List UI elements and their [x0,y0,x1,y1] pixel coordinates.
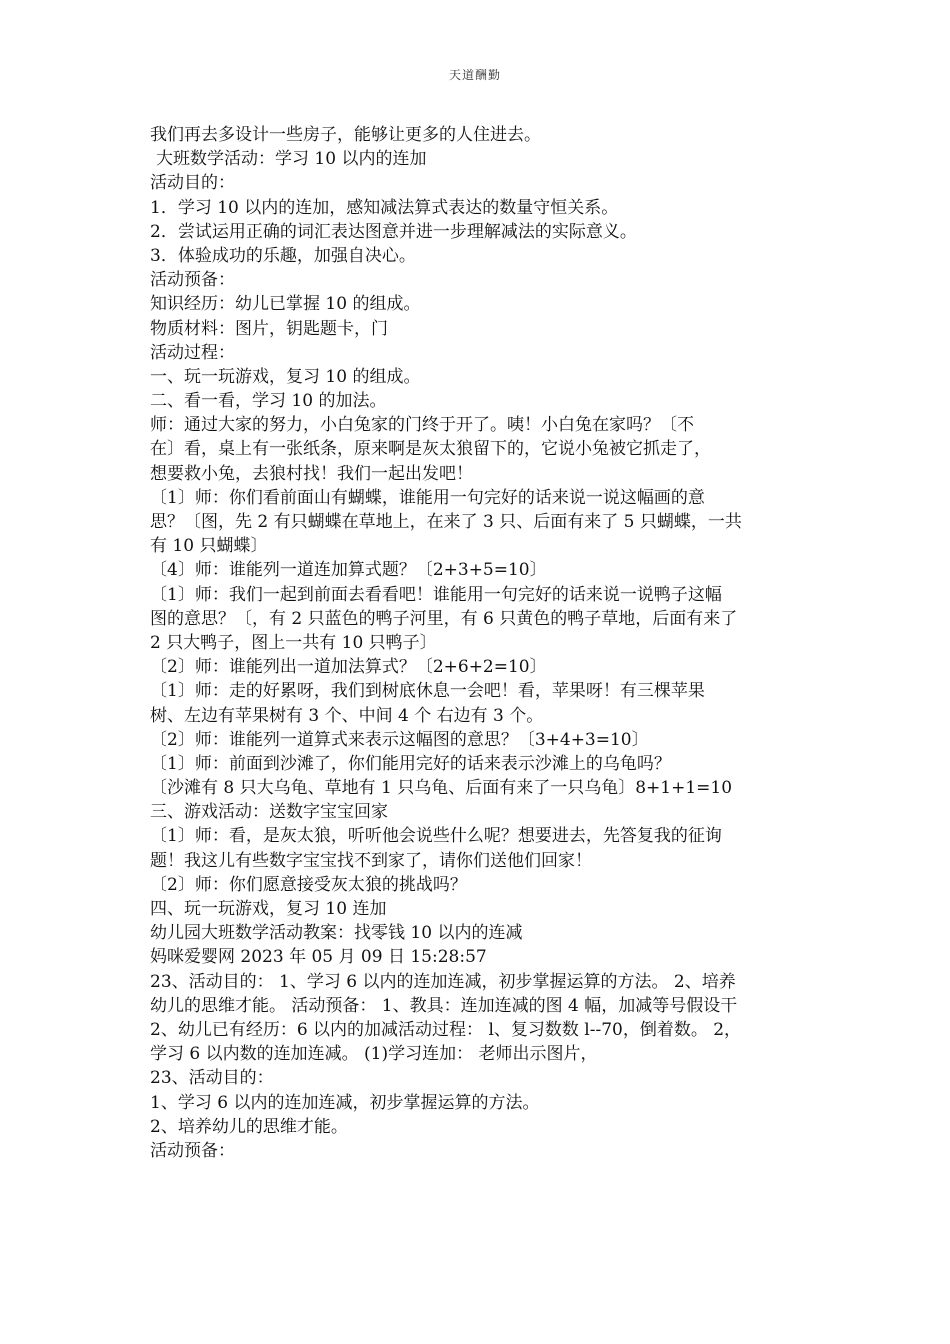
page-header: 天道酬勤 [448,68,501,82]
text-line: 我们再去多设计一些房子，能够让更多的人住进去。 [150,125,541,145]
text-line: 四、玩一玩游戏，复习 10 连加 [150,899,387,919]
text-line: 3．体验成功的乐趣，加强自决心。 [150,245,416,266]
text-line: 23、活动目的： [150,1068,274,1089]
text-line: 2．尝试运用正确的词汇表达图意并进一步理解减法的实际意义。 [150,221,637,242]
text-line: 〔1〕师：看，是灰太狼，听听他会说些什么呢？想要进去，先答复我的征询 [150,826,722,847]
text-line: 〔1〕师：我们一起到前面去看看吧！谁能用一句完好的话来说一说鸭子这幅 [150,584,722,605]
text-line: 〔1〕师：你们看前面山有蝴蝶，谁能用一句完好的话来说一说这幅画的意 [150,487,705,508]
text-line: 一、玩一玩游戏，复习 10 的组成。 [150,366,421,387]
text-line: 1、学习 6 以内的连加连减，初步掌握运算的方法。 [150,1092,540,1113]
text-line: 〔1〕师：前面到沙滩了，你们能用完好的话来表示沙滩上的乌龟吗？ [150,753,671,774]
text-line: 幼儿的思维才能。 活动预备： 1、教具：连加连减的图 4 幅，加减等号假设干 [150,995,738,1016]
text-line: 妈咪爱婴网 2023 年 05 月 09 日 15:28:57 [150,947,487,968]
text-line: 〔1〕师：走的好累呀，我们到树底休息一会吧！看，苹果呀！有三棵苹果 [150,681,705,702]
text-line: 〔2〕师：你们愿意接受灰太狼的挑战吗？ [150,874,467,895]
text-line: 〔2〕师：谁能列出一道加法算式？〔2+6+2=10〕 [150,657,547,678]
text-line: 23、活动目的： 1、学习 6 以内的连加连减，初步掌握运算的方法。 2、培养 [150,971,736,992]
text-line: 思？〔图，先 2 有只蝴蝶在草地上，在来了 3 只、后面有来了 5 只蝴蝶，一共 [150,512,742,532]
text-line: 活动过程： [150,342,235,363]
text-line: 活动预备： [150,1140,235,1161]
text-line: 三、游戏活动：送数字宝宝回家 [150,802,388,823]
text-line: 2、幼儿已有经历：6 以内的加减活动过程： l、复习数数 l--70，倒着数。 2， [150,1019,742,1040]
text-line: 知识经历：幼儿已掌握 10 的组成。 [150,294,421,315]
text-line: 在〕看，桌上有一张纸条，原来啊是灰太狼留下的，它说小兔被它抓走了， [150,439,711,460]
text-line: 想要救小兔，去狼村找！我们一起出发吧！ [150,463,473,484]
text-line: 二、看一看，学习 10 的加法。 [150,391,387,412]
text-line: 树、左边有苹果树有 3 个、中间 4 个 右边有 3 个。 [150,705,544,726]
text-line: 物质材料：图片，钥匙题卡，门 [150,318,388,339]
text-line: 活动目的： [150,173,235,194]
text-line: 师：通过大家的努力，小白兔家的门终于开了。咦！小白兔在家吗？〔不 [150,415,694,436]
text-line: 活动预备： [150,270,235,291]
text-line: 〔2〕师：谁能列一道算式来表示这幅图的意思？〔3+4+3=10〕 [150,729,649,750]
text-line: 学习 6 以内数的连加连减。 (1)学习连加： 老师出示图片， [150,1044,598,1065]
document-body [150,123,810,1163]
text-line: 1．学习 10 以内的连加，感知减法算式表达的数量守恒关系。 [150,197,619,218]
text-line: 2 只大鸭子，图上一共有 10 只鸭子〕 [150,632,437,653]
section-title: 大班数学活动：学习 10 以内的连加 [156,149,427,170]
text-line: 图的意思？〔，有 2 只蓝色的鸭子河里，有 6 只黄色的鸭子草地，后面有来了 [150,608,738,629]
text-line: 〔沙滩有 8 只大乌龟、草地有 1 只乌龟、后面有来了一只乌龟〕8+1+1=10 [150,778,733,799]
text-line: 幼儿园大班数学活动教案：找零钱 10 以内的连减 [150,923,523,944]
text-line: 题！我这儿有些数字宝宝找不到家了，请你们送他们回家！ [150,850,592,871]
text-line: 〔4〕师：谁能列一道连加算式题？〔2+3+5=10〕 [150,560,547,581]
text-line: 有 10 只蝴蝶〕 [150,536,268,557]
text-line: 2、培养幼儿的思维才能。 [150,1116,348,1137]
